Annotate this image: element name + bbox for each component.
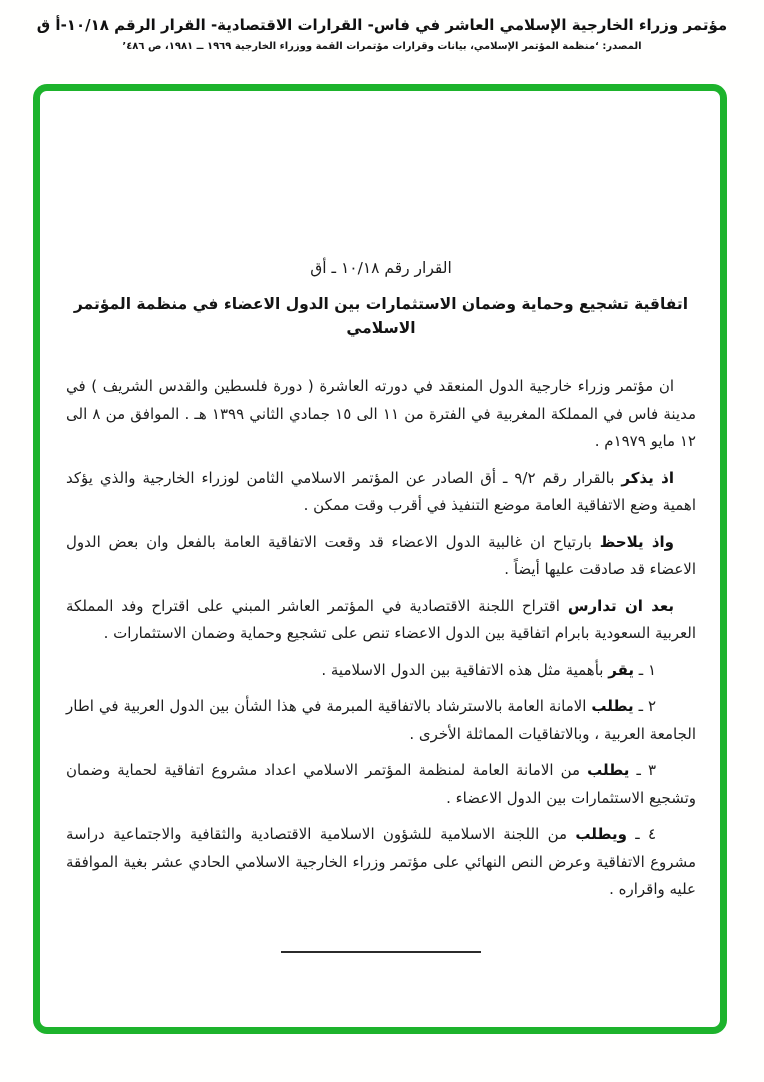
- item-text: بأهمية مثل هذه الاتفاقية بين الدول الاسلامية .: [321, 660, 609, 679]
- paragraph-preamble-4: [66, 593, 696, 648]
- paragraph-text: بارتياح ان غالبية الدول الاعضاء قد وقعت الاتفاقية العامة بالفعل وان بعض الدول الاعضاء قد صادقت عليها أيضاً .: [66, 532, 696, 578]
- page-header: [0, 0, 764, 52]
- document-content: [40, 91, 720, 953]
- item-lead: يطلب: [591, 697, 634, 715]
- paragraph-preamble-2: [66, 465, 696, 520]
- item-text: من اللجنة الاسلامية للشؤون الاسلامية الاقتصادية والثقافية والاجتماعية دراسة مشروع الاتفاقية وعرض النص النهائي على مؤتمر وزراء الخارجية الاسلامي الحادي عشر بغية الموافقة عليه واقراره .: [66, 825, 696, 898]
- item-number: ٢ ـ: [633, 697, 656, 715]
- paragraph-lead: بعد ان تدارس: [567, 596, 674, 615]
- item-lead: يقر: [608, 660, 634, 679]
- item-number: ١ ـ: [634, 660, 656, 679]
- document-title: اتفاقية تشجيع وحماية وضمان الاستثمارات بين الدول الاعضاء في منظمة المؤتمر الاسلامي: [73, 295, 689, 337]
- header-title: مؤتمر وزراء الخارجية الإسلامي العاشر في فاس- القرارات الاقتصادية- القرار الرقم ١٠/١٨-أ ق: [36, 16, 728, 34]
- resolution-item-4: [66, 821, 696, 904]
- resolution-number: القرار رقم ١٠/١٨ ـ أق: [310, 259, 452, 277]
- resolution-item-2: [66, 693, 696, 748]
- paragraph-preamble-1: [66, 373, 696, 456]
- paragraph-lead: واذ يلاحظ: [599, 532, 674, 551]
- item-text: الامانة العامة بالاسترشاد بالاتفاقية المبرمة في هذا الشأن بين الدول العربية في اطار الجامعة العربية ، وبالاتفاقيات المماثلة الأخرى .: [66, 697, 696, 743]
- paragraph-lead: اذ يذكر: [621, 468, 674, 487]
- item-text: من الامانة العامة لمنظمة المؤتمر الاسلامي اعداد مشروع اتفاقية لحماية وضمان وتشجيع الاستثمارات بين الدول الاعضاء .: [66, 761, 696, 807]
- item-lead: يطلب: [587, 761, 630, 779]
- resolution-item-1: [66, 657, 696, 685]
- resolution-item-3: [66, 757, 696, 812]
- paragraph-text: اقتراح اللجنة الاقتصادية في المؤتمر العاشر المبني على اقتراح وفد المملكة العربية السعودية بابرام اتفاقية بين الدول الاعضاء تنص على تشجيع وحماية وضمان الاستثمارات .: [66, 596, 696, 642]
- document-frame: [33, 84, 727, 1034]
- item-number: ٣ ـ: [629, 761, 657, 779]
- header-source-line: المصدر: ‘منظمة المؤتمر الإسلامي، بيانات وقرارات مؤتمرات القمة ووزراء الخارجية ١٩٦٩ ــ ١٩٨١، ص ٤٨٦’: [122, 41, 642, 52]
- paragraph-text: بالقرار رقم ٩/٢ ـ أق الصادر عن المؤتمر الاسلامي الثامن لوزراء الخارجية والذي يؤكد اهمية وضع الاتفاقية العامة موضع التنفيذ في أقرب وقت ممكن .: [66, 468, 696, 514]
- paragraph-text: ان مؤتمر وزراء خارجية الدول المنعقد في دورته العاشرة ( دورة فلسطين والقدس الشريف ) في مدينة فاس في المملكة المغربية في الفترة من ١١ الى ١٥ جمادي الثاني ١٣٩٩ هـ . الموافق من ٨ الى ١٢ مايو ١٩٧٩م .: [66, 377, 696, 450]
- paragraph-preamble-3: [66, 529, 696, 584]
- item-lead: ويطلب: [575, 825, 627, 843]
- divider-rule: [281, 951, 481, 953]
- item-number: ٤ ـ: [626, 825, 656, 843]
